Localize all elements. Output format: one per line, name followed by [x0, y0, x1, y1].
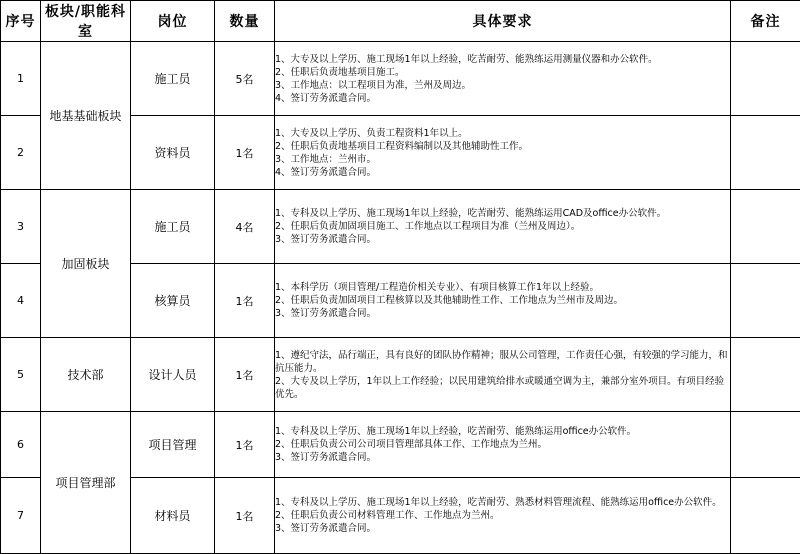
requirements-cell: [275, 190, 731, 264]
table-row: [1, 42, 800, 116]
notes-cell: [731, 478, 800, 554]
requirement-line: 3、签订劳务派遣合同。: [275, 307, 730, 320]
section-cell: 技术部: [41, 338, 131, 412]
header-num: 序号: [1, 1, 41, 42]
header-section: 板块/职能科室: [41, 1, 131, 42]
requirement-line: 1、大专及以上学历、负责工程资料1年以上。: [275, 127, 730, 140]
count-cell: 1名: [215, 264, 275, 338]
row-num: 3: [1, 190, 41, 264]
requirement-line: 3、签订劳务派遣合同。: [275, 233, 730, 246]
row-num: 5: [1, 338, 41, 412]
header-position: 岗位: [131, 1, 215, 42]
requirement-line: 4、签订劳务派遣合同。: [275, 166, 730, 179]
notes-cell: [731, 338, 800, 412]
count-cell: 1名: [215, 338, 275, 412]
requirement-line: 4、签订劳务派遣合同。: [275, 92, 730, 105]
requirement-line: 3、签订劳务派遣合同。: [275, 451, 730, 464]
position-cell: 材料员: [131, 478, 215, 554]
notes-cell: [731, 190, 800, 264]
header-count: 数量: [215, 1, 275, 42]
requirement-line: 1、专科及以上学历、施工现场1年以上经验，吃苦耐劳、能熟练运用CAD及office办公软件。: [275, 207, 730, 220]
requirement-line: 1、遵纪守法，品行端正，具有良好的团队协作精神；服从公司管理，工作责任心强，有较强的学习能力，和抗压能力。: [275, 349, 730, 375]
requirement-line: 1、专科及以上学历、施工现场1年以上经验，吃苦耐劳、能熟练运用office办公软件。: [275, 425, 730, 438]
count-cell: 1名: [215, 116, 275, 190]
section-cell: 地基基础板块: [41, 42, 131, 190]
notes-cell: [731, 42, 800, 116]
requirements-cell: [275, 42, 731, 116]
requirements-cell: [275, 478, 731, 554]
header-requirements: 具体要求: [275, 1, 731, 42]
row-num: 7: [1, 478, 41, 554]
notes-cell: [731, 116, 800, 190]
position-cell: 施工员: [131, 190, 215, 264]
requirement-line: 1、大专及以上学历、施工现场1年以上经验，吃苦耐劳、能熟练运用测量仪器和办公软件。: [275, 53, 730, 66]
row-num: 4: [1, 264, 41, 338]
requirement-line: 1、本科学历（项目管理/工程造价相关专业）、有项目核算工作1年以上经验。: [275, 281, 730, 294]
requirement-line: 2、任职后负责公司公司项目管理部具体工作、工作地点为兰州。: [275, 438, 730, 451]
requirement-line: 2、任职后负责地基项目工程资料编制以及其他辅助性工作。: [275, 140, 730, 153]
requirement-line: 2、大专及以上学历，1年以上工作经验；以民用建筑给排水或暖通空调为主，兼部分室外项目。有项目经验优先。: [275, 375, 730, 401]
position-cell: 资料员: [131, 116, 215, 190]
table-row: [1, 190, 800, 264]
notes-cell: [731, 412, 800, 478]
count-cell: 5名: [215, 42, 275, 116]
requirement-line: 1、专科及以上学历、施工现场1年以上经验，吃苦耐劳、熟悉材料管理流程、能熟练运用office办公软件。: [275, 496, 730, 509]
requirement-line: 2、任职后负责公司材料管理工作、工作地点为兰州。: [275, 509, 730, 522]
header-notes: 备注: [731, 1, 800, 42]
notes-cell: [731, 264, 800, 338]
section-cell: 项目管理部: [41, 412, 131, 554]
table-row: [1, 412, 800, 478]
requirements-cell: [275, 412, 731, 478]
requirements-cell: [275, 116, 731, 190]
header-row: [1, 1, 800, 42]
row-num: 1: [1, 42, 41, 116]
requirement-line: 3、签订劳务派遣合同。: [275, 522, 730, 535]
position-cell: 核算员: [131, 264, 215, 338]
requirements-cell: [275, 338, 731, 412]
count-cell: 4名: [215, 190, 275, 264]
count-cell: 1名: [215, 412, 275, 478]
requirements-cell: [275, 264, 731, 338]
row-num: 2: [1, 116, 41, 190]
table-row: [1, 338, 800, 412]
count-cell: 1名: [215, 478, 275, 554]
requirement-line: 2、任职后负责加固项目施工、工作地点以工程项目为准（兰州及周边）。: [275, 220, 730, 233]
position-cell: 项目管理: [131, 412, 215, 478]
position-cell: 设计人员: [131, 338, 215, 412]
requirement-line: 3、工作地点：兰州市。: [275, 153, 730, 166]
section-cell: 加固板块: [41, 190, 131, 338]
row-num: 6: [1, 412, 41, 478]
requirement-line: 2、任职后负责加固项目工程核算以及其他辅助性工作、工作地点为兰州市及周边。: [275, 294, 730, 307]
requirement-line: 3、工作地点：以工程项目为准，兰州及周边。: [275, 79, 730, 92]
position-cell: 施工员: [131, 42, 215, 116]
requirement-line: 2、任职后负责地基项目施工。: [275, 66, 730, 79]
